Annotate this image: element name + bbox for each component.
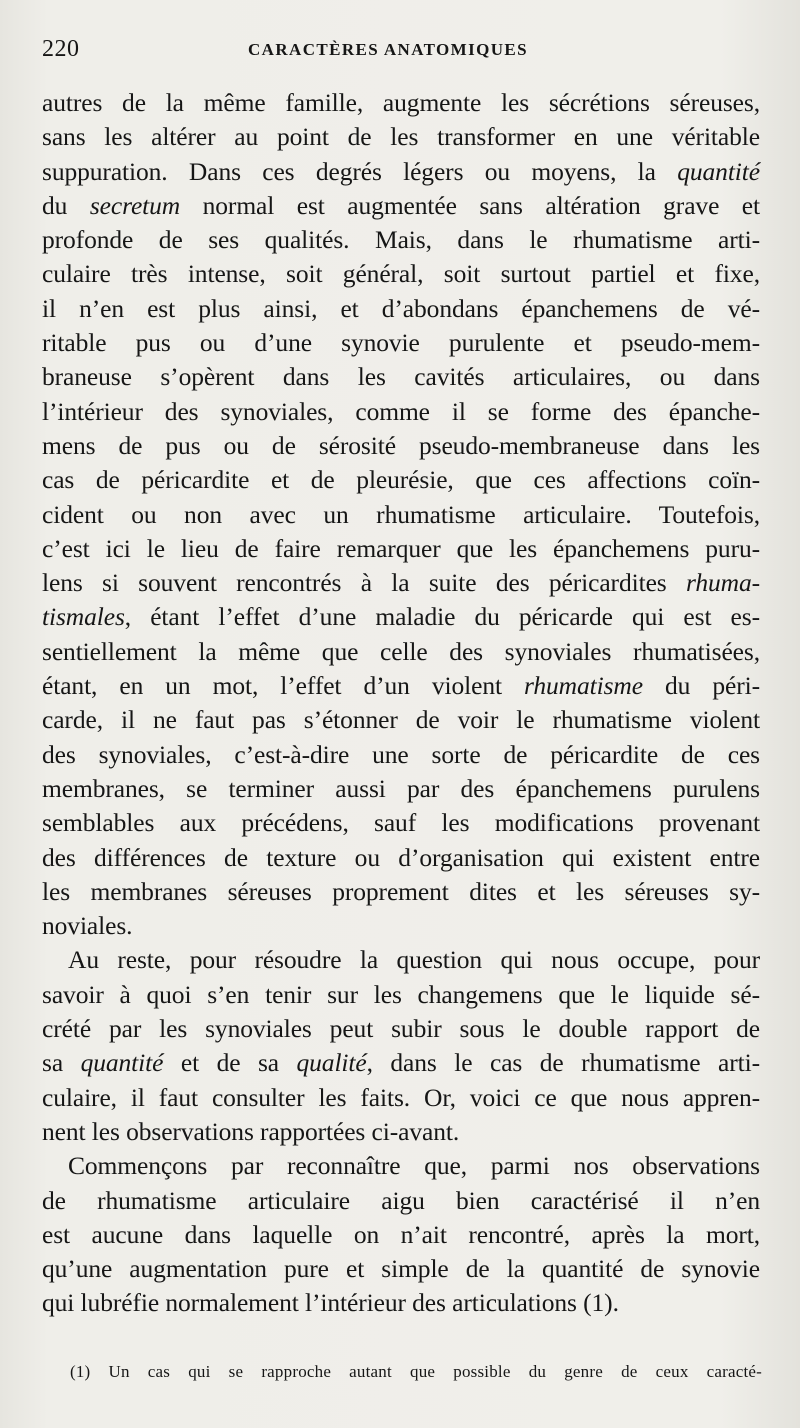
text-line: est aucune dans laquelle on n’ait rencontré, après la mort,	[42, 1219, 760, 1249]
text-line: lens si souvent rencontrés à la suite des péricardites rhuma-	[42, 568, 760, 598]
text-line: culaire, il faut consulter les faits. Or, voici ce que nous appren-	[42, 1082, 760, 1112]
text-line: noviales.	[42, 911, 133, 941]
body-text	[42, 86, 760, 1321]
page-number: 220	[42, 36, 80, 62]
text-line: semblables aux précédens, sauf les modifications provenant	[42, 808, 760, 838]
text-line: il n’en est plus ainsi, et d’abondans épanchemens de vé-	[42, 293, 760, 323]
page-header	[42, 36, 562, 66]
text-line: sans les altérer au point de les transformer en une véritable	[42, 122, 760, 152]
text-line: qui lubréfie normalement l’intérieur des articulations (1).	[42, 1288, 619, 1318]
text-line: suppuration. Dans ces degrés légers ou moyens, la quantité	[42, 156, 760, 186]
text-line: profonde de ses qualités. Mais, dans le rhumatisme arti-	[42, 225, 760, 255]
text-line: cas de péricardite et de pleurésie, que ces affections coïn-	[42, 465, 760, 495]
text-line: les membranes séreuses proprement dites et les séreuses sy-	[42, 876, 760, 906]
text-line: cident ou non avec un rhumatisme articulaire. Toutefois,	[42, 499, 760, 529]
text-line: du secretum normal est augmentée sans altération grave et	[42, 190, 760, 220]
text-line: ritable pus ou d’une synovie purulente et pseudo-mem-	[42, 328, 760, 358]
text-line: braneuse s’opèrent dans les cavités articulaires, ou dans	[42, 362, 760, 392]
text-line: des différences de texture ou d’organisation qui existent entre	[42, 842, 760, 872]
text-line: l’intérieur des synoviales, comme il se forme des épanche-	[42, 396, 760, 426]
text-line: Commençons par reconnaître que, parmi nos observations	[68, 1151, 760, 1181]
text-line: c’est ici le lieu de faire remarquer que les épanchemens puru-	[42, 533, 760, 563]
running-head: CARACTÈRES ANATOMIQUES	[248, 40, 529, 59]
text-line: crété par les synoviales peut subir sous le double rapport de	[42, 1014, 760, 1044]
text-line: des synoviales, c’est-à-dire une sorte de péricardite de ces	[42, 739, 760, 769]
text-line: savoir à quoi s’en tenir sur les changemens que le liquide sé-	[42, 979, 760, 1009]
text-line: autres de la même famille, augmente les sécrétions séreuses,	[42, 88, 760, 117]
text-line: de rhumatisme articulaire aigu bien caractérisé il n’en	[42, 1185, 760, 1215]
text-line: tismales, étant l’effet d’une maladie du péricarde qui est es-	[42, 602, 760, 632]
footnote: (1) Un cas qui se rapproche autant que possible du genre de ceux caracté-	[70, 1362, 762, 1381]
text-line: mens de pus ou de sérosité pseudo-membraneuse dans les	[42, 430, 760, 460]
text-line: nent les observations rapportées ci-avant.	[42, 1116, 460, 1146]
text-line: Au reste, pour résoudre la question qui nous occupe, pour	[68, 945, 760, 975]
text-line: qu’une augmentation pure et simple de la quantité de synovie	[42, 1254, 760, 1284]
text-line: étant, en un mot, l’effet d’un violent rhumatisme du péri-	[42, 671, 760, 701]
text-line: sa quantité et de sa qualité, dans le cas de rhumatisme arti-	[42, 1048, 760, 1078]
text-line: membranes, se terminer aussi par des épanchemens purulens	[42, 773, 760, 803]
text-line: carde, il ne faut pas s’étonner de voir le rhumatisme violent	[42, 705, 760, 735]
text-line: sentiellement la même que celle des synoviales rhumatisées,	[42, 636, 760, 666]
text-line: culaire très intense, soit général, soit surtout partiel et fixe,	[42, 259, 760, 289]
